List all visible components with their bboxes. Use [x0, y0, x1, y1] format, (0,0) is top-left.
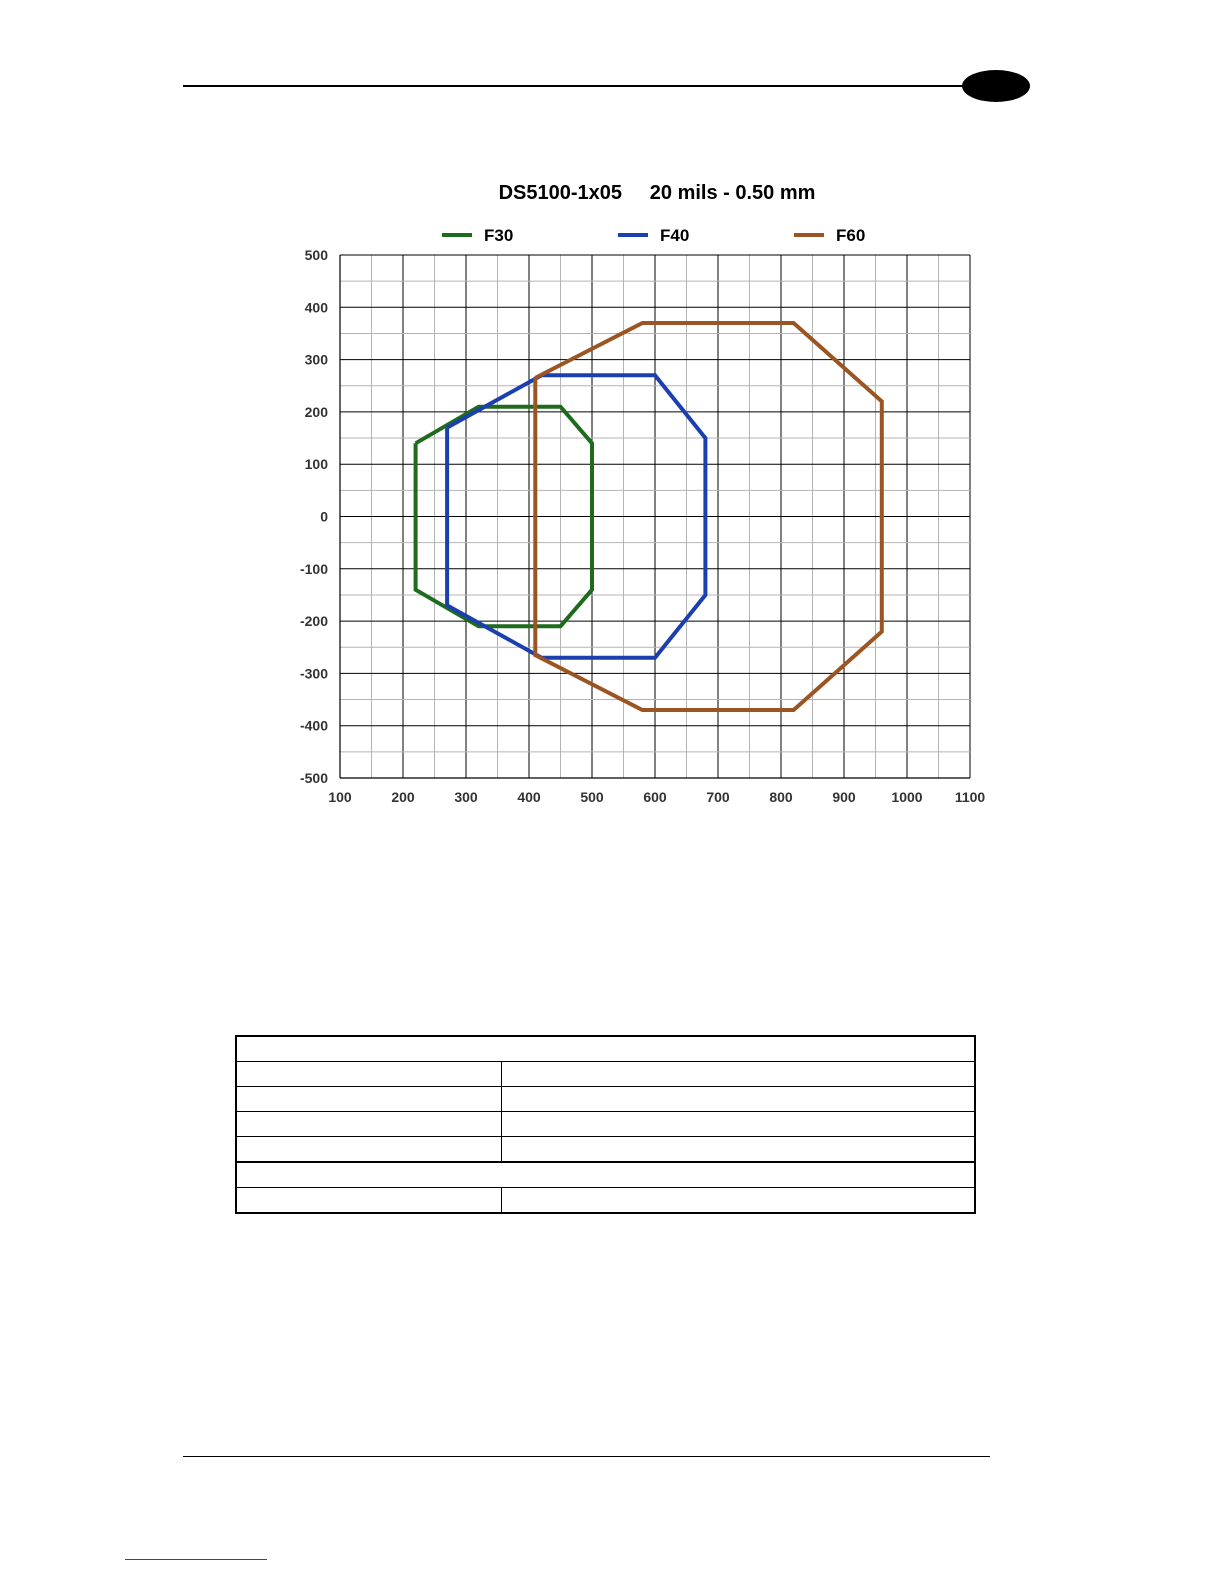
data-table [235, 1035, 976, 1214]
chart-title: DS5100-1x05 20 mils - 0.50 mm [498, 182, 816, 204]
header-rule [183, 85, 973, 87]
table-section-header-cell [236, 1036, 975, 1062]
y-tick-label: 100 [304, 456, 328, 473]
chapter-tab [962, 70, 1030, 102]
y-tick-label: 500 [304, 247, 328, 263]
table-cell [236, 1112, 502, 1137]
x-tick-label: 300 [454, 789, 478, 805]
y-tick-label: -200 [299, 613, 328, 630]
table-cell [502, 1137, 976, 1163]
x-tick-label: 400 [517, 789, 541, 805]
table-cell [236, 1087, 502, 1112]
y-tick-label: -100 [299, 560, 328, 577]
y-tick-label: 200 [304, 403, 328, 420]
x-tick-label: 500 [580, 789, 604, 805]
legend-label-f40: F40 [660, 226, 690, 245]
y-tick-label: -500 [299, 770, 328, 786]
table-section-header-cell [236, 1162, 975, 1188]
footer-link-underline [125, 1559, 267, 1560]
footer-rule [183, 1456, 990, 1457]
table-cell [502, 1087, 976, 1112]
table-cell [502, 1188, 976, 1214]
table-row [236, 1162, 975, 1188]
x-tick-label: 900 [832, 789, 856, 805]
x-tick-label: 600 [643, 789, 667, 805]
reading-zone-chart [280, 170, 1000, 820]
x-tick-label: 1000 [891, 789, 923, 805]
chart-legend [442, 226, 865, 245]
table-cell [502, 1112, 976, 1137]
y-tick-label: -300 [299, 665, 328, 682]
table-cell [502, 1062, 976, 1087]
table-cell [236, 1188, 502, 1214]
table-row [236, 1036, 975, 1062]
x-tick-label: 700 [706, 789, 730, 805]
x-tick-label: 100 [328, 789, 352, 805]
table-row [236, 1137, 975, 1163]
table-row [236, 1188, 975, 1214]
y-tick-label: 400 [304, 299, 328, 316]
x-tick-label: 1100 [954, 789, 986, 805]
legend-label-f30: F30 [484, 226, 514, 245]
y-tick-label: 300 [304, 351, 328, 368]
table-row [236, 1062, 975, 1087]
legend-label-f60: F60 [836, 226, 866, 245]
table-row [236, 1112, 975, 1137]
table-row [236, 1087, 975, 1112]
y-tick-label: 0 [320, 508, 328, 525]
x-tick-label: 800 [769, 789, 793, 805]
x-tick-label: 200 [391, 789, 415, 805]
table-cell [236, 1062, 502, 1087]
chart-grid [340, 255, 970, 778]
table-cell [236, 1137, 502, 1163]
y-tick-label: -400 [299, 717, 328, 734]
